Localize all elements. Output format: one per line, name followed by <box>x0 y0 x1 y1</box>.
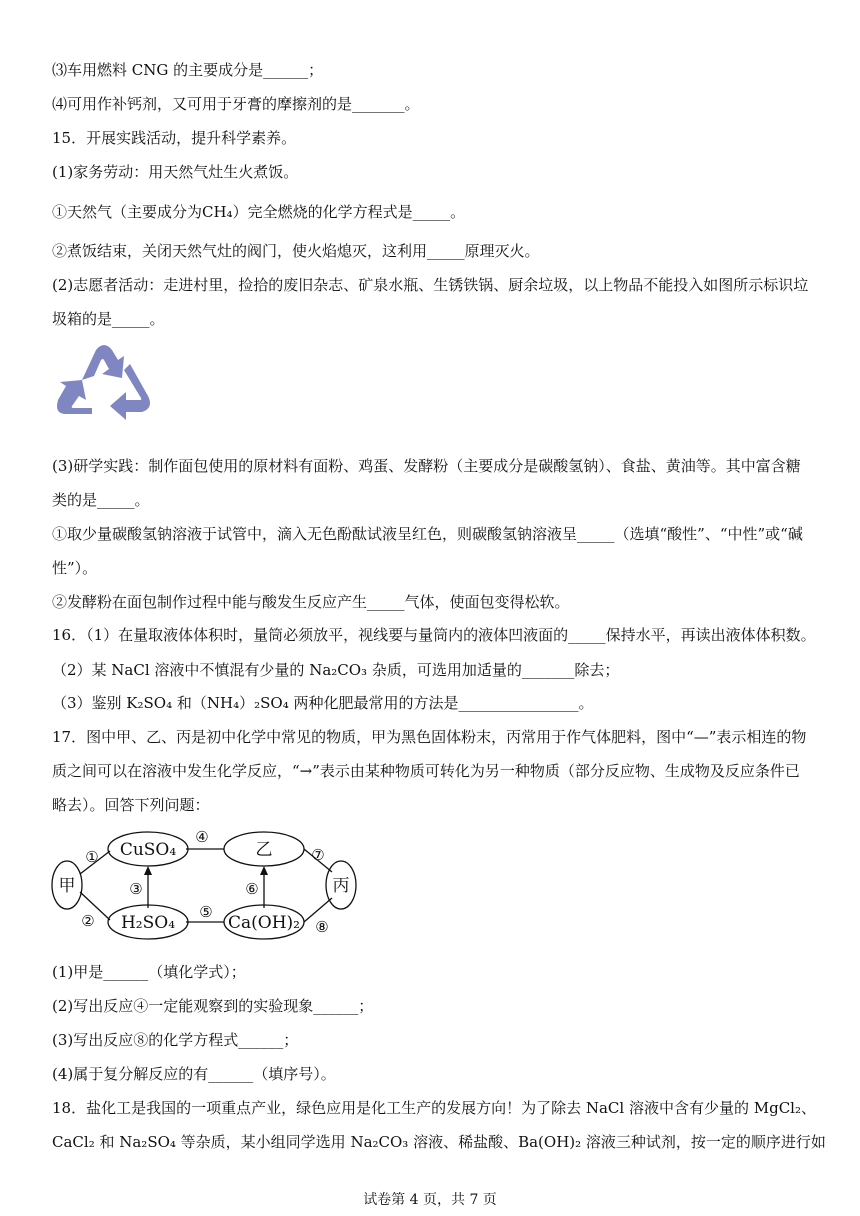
node-h2so4: H₂SO₄ <box>120 913 176 933</box>
text-line: 性”）。 <box>52 559 98 577</box>
label-5: ⑤ <box>199 903 213 921</box>
label-7: ⑦ <box>311 846 325 864</box>
node-jia: 甲 <box>58 876 76 896</box>
text-line: 略去）。回答下列问题： <box>52 796 210 814</box>
text-line: （3）鉴别 K₂SO₄ 和（NH₄）₂SO₄ 两种化肥最常用的方法是________________。 <box>52 694 594 712</box>
label-2: ② <box>81 912 95 930</box>
text-line: ⑶车用燃料 CNG 的主要成分是______； <box>52 61 324 79</box>
text-line: ①取少量碳酸氢钠溶液于试管中，滴入无色酚酞试液呈红色，则碳酸氢钠溶液呈_____（选填“酸性”、“中性”或“碱 <box>52 525 803 543</box>
text-line: ②煮饭结束，关闭天然气灶的阀门，使火焰熄灭，这利用_____原理灭火。 <box>52 242 540 260</box>
question-17-title: 17．图中甲、乙、丙是初中化学中常见的物质，甲为黑色固体粉末，丙常用于作气体肥料，图中“—”表示相连的物 <box>52 728 807 746</box>
label-3: ③ <box>129 880 143 898</box>
text-line: (4)属于复分解反应的有______（填序号）。 <box>52 1065 336 1083</box>
arrow-3-head <box>144 866 152 875</box>
text-line: ①天然气（主要成分为CH₄）完全燃烧的化学方程式是_____。 <box>52 203 466 221</box>
node-cuso4: CuSO₄ <box>119 840 177 860</box>
label-6: ⑥ <box>245 880 259 898</box>
question-16-title: 16．（1）在量取液体体积时，量筒必须放平，视线要与量筒内的液体凹液面的_____保持水平，再读出液体体积数。 <box>52 626 816 644</box>
node-yi: 乙 <box>255 840 273 860</box>
text-line: 圾箱的是_____。 <box>52 310 165 328</box>
text-line: ⑷可用作补钙剂，又可用于牙膏的摩擦剂的是_______。 <box>52 95 420 113</box>
node-caoh2: Ca(OH)₂ <box>228 913 300 933</box>
text-line: (2)志愿者活动：走进村里，捡拾的废旧杂志、矿泉水瓶、生锈铁锅、厨余垃圾，以上物品不能投入如图所示标识垃 <box>52 276 809 294</box>
text-line: 类的是_____。 <box>52 491 150 509</box>
recycle-icon <box>52 340 156 436</box>
page-footer: 试卷第 4 页，共 7 页 <box>363 1192 497 1208</box>
label-4: ④ <box>195 828 209 846</box>
question-15-title: 15．开展实践活动，提升科学素养。 <box>52 129 297 147</box>
text-line: CaCl₂ 和 Na₂SO₄ 等杂质，某小组同学选用 Na₂CO₃ 溶液、稀盐酸、Ba(OH)₂ 溶液三种试剂，按一定的顺序进行如 <box>52 1133 826 1151</box>
question-18-title: 18．盐化工是我国的一项重点产业，绿色应用是化工生产的发展方向！为了除去 NaCl 溶液中含有少量的 MgCl₂、 <box>52 1099 816 1117</box>
text-line: 质之间可以在溶液中发生化学反应，“→”表示由某种物质可转化为另一种物质（部分反应物、生成物及反应条件已 <box>52 762 800 780</box>
label-8: ⑧ <box>315 918 329 936</box>
node-bing: 丙 <box>332 876 350 896</box>
text-line: (1)甲是______（填化学式）； <box>52 963 246 981</box>
text-line: (2)写出反应④一定能观察到的实验现象______； <box>52 997 374 1015</box>
reaction-diagram <box>50 822 360 946</box>
label-1: ① <box>85 848 99 866</box>
text-line: ②发酵粉在面包制作过程中能与酸发生反应产生_____气体，使面包变得松软。 <box>52 593 570 611</box>
text-line: (1)家务劳动：用天然气灶生火煮饭。 <box>52 163 299 181</box>
arrow-6-head <box>260 866 268 875</box>
text-line: （2）某 NaCl 溶液中不慎混有少量的 Na₂CO₃ 杂质，可选用加适量的_______除去； <box>52 661 620 679</box>
text-line: (3)研学实践：制作面包使用的原材料有面粉、鸡蛋、发酵粉（主要成分是碳酸氢钠）、食盐、黄油等。其中富含糖 <box>52 457 801 475</box>
text-line: (3)写出反应⑧的化学方程式______； <box>52 1031 299 1049</box>
